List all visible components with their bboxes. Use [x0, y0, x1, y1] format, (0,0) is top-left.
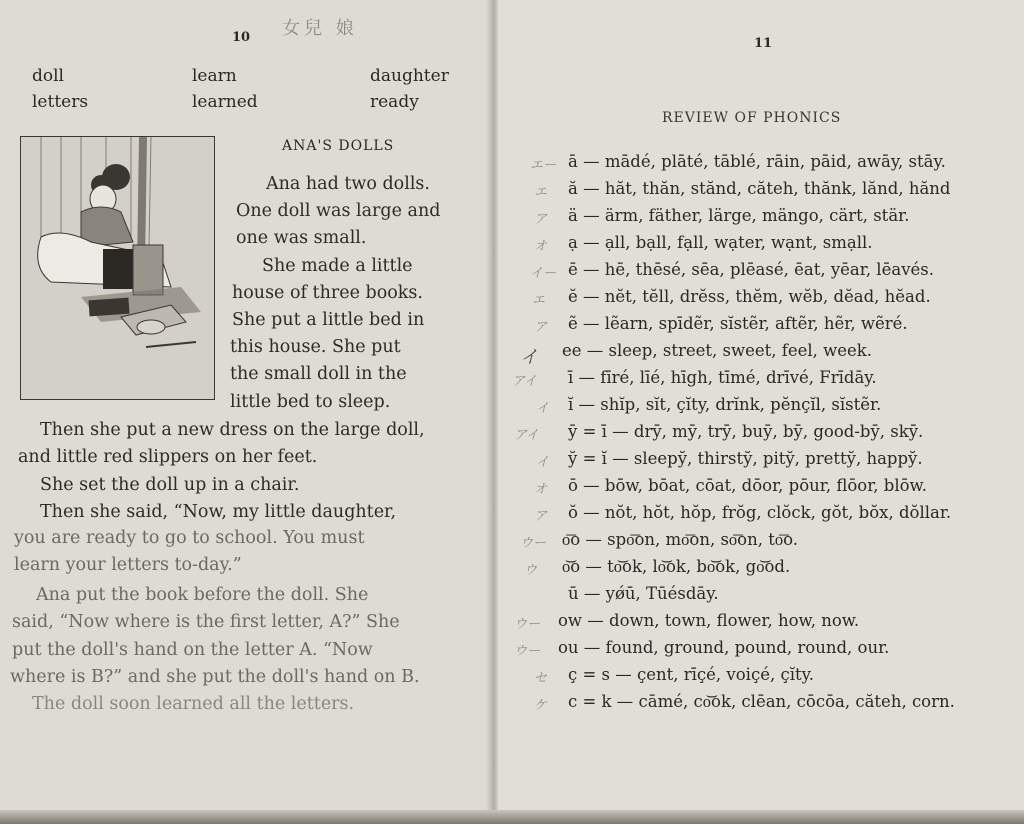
margin-note: ウー	[520, 536, 547, 551]
margin-note: エー	[530, 158, 557, 173]
story-line: put the doll's hand on the letter A. “Now	[12, 640, 373, 660]
review-title: REVIEW OF PHONICS	[662, 110, 842, 126]
vocab-word: letters	[32, 92, 89, 112]
story-line: She made a little	[262, 256, 413, 276]
left-page-number: 10	[232, 30, 251, 45]
phonics-row: ă — hăt, thăn, stănd, căteh, thănk, lănd, hănd	[568, 179, 951, 198]
phonics-row: ĭ — shĭp, sĭt, çĭty, drĭnk, pĕnçĭl, sĭstẽr.	[568, 395, 882, 414]
margin-note: オ	[534, 239, 548, 254]
story-line: house of three books.	[232, 283, 423, 303]
phonics-row: ä — ärm, fäther, lärge, mängo, cärt, stär.	[568, 206, 910, 225]
margin-note: ウー	[514, 644, 541, 659]
margin-note: イー	[530, 266, 557, 281]
phonics-row: ō — bōw, bōat, cōat, dōor, pōur, flōor, blōw.	[568, 476, 927, 495]
margin-note: オ	[534, 482, 548, 497]
margin-note: ア	[534, 320, 548, 335]
story-line: Then she put a new dress on the large doll,	[40, 420, 425, 440]
phonics-row: ū — yǿū, Tūésdāy.	[568, 584, 719, 603]
story-line: and little red slippers on her feet.	[18, 447, 318, 467]
margin-note: イ	[520, 347, 538, 368]
phonics-row: o͝o — to͝ok, lo͝ok, bo͝ok, go͝od.	[562, 557, 791, 576]
margin-note: ア	[534, 509, 548, 524]
margin-note: イ	[536, 401, 550, 416]
story-line: One doll was large and	[236, 201, 441, 221]
phonics-row: ĕ — nĕt, tĕll, drĕss, thĕm, wĕb, dĕad, hĕad.	[568, 287, 931, 306]
vocab-word: ready	[370, 92, 419, 112]
margin-note: セ	[534, 671, 548, 686]
story-title: ANA'S DOLLS	[282, 138, 395, 154]
phonics-row: ī — fīré, līé, hīgh, tīmé, drīvé, Frīdāy.	[568, 368, 877, 387]
story-line: you are ready to go to school. You must	[14, 528, 365, 548]
phonics-row: c = k — cāmé, co͝ok, clēan, cōcōa, căteh, corn.	[568, 692, 955, 711]
phonics-row: ā — mādé, plāté, tāblé, rāin, pāid, awāy, stāy.	[568, 152, 946, 171]
story-line: little bed to sleep.	[230, 392, 391, 412]
story-line: where is B?” and she put the doll's hand on B.	[10, 667, 420, 687]
story-line: the small doll in the	[230, 364, 407, 384]
margin-note: エ	[534, 185, 548, 200]
phonics-row: ee — sleep, street, sweet, feel, week.	[562, 341, 873, 360]
margin-note: ウ	[524, 563, 538, 578]
phonics-row: ç = s — çent, rīçé, voiçé, çĭty.	[568, 665, 814, 684]
story-line: one was small.	[236, 228, 367, 248]
phonics-row: ȳ = ī — drȳ, mȳ, trȳ, buȳ, bȳ, good-bȳ, skȳ.	[568, 422, 924, 441]
phonics-row: ŏ — nŏt, hŏt, hŏp, frŏg, clŏck, gŏt, bŏx, dŏllar.	[568, 503, 952, 522]
story-line: Ana had two dolls.	[266, 174, 430, 194]
phonics-row: ē — hē, thēsé, sēa, plēasé, ēat, yēar, lēavés.	[568, 260, 934, 279]
phonics-row: y̆ = ĭ — sleepy̆, thirsty̆, pity̆, pretty̆, happy̆.	[568, 449, 923, 468]
vocab-word: learn	[192, 66, 237, 86]
story-line: The doll soon learned all the letters.	[32, 694, 355, 714]
vocab-word: learned	[192, 92, 258, 112]
vocab-word: daughter	[370, 66, 449, 86]
story-illustration	[20, 136, 215, 400]
margin-note: アイ	[514, 428, 539, 443]
margin-note: アイ	[512, 374, 537, 389]
right-page-number: 11	[754, 36, 773, 51]
phonics-row: ẽ — lẽarn, spīdẽr, sĭstẽr, aftẽr, hẽr, wẽré.	[568, 314, 908, 333]
margin-note: ケ	[534, 698, 548, 713]
phonics-row: o͞o — spo͞on, mo͞on, so͞on, to͞o.	[562, 530, 798, 549]
story-line: She put a little bed in	[232, 310, 425, 330]
phonics-row: ow — down, town, flower, how, now.	[558, 611, 860, 630]
margin-note: ウー	[514, 617, 541, 632]
handwritten-annotation: 女兒 娘	[282, 18, 358, 39]
margin-note: ア	[534, 212, 548, 227]
story-line: this house. She put	[230, 337, 401, 357]
story-line: learn your letters to-day.”	[14, 555, 242, 575]
story-line: Then she said, “Now, my little daughter,	[40, 502, 397, 522]
phonics-row: ạ — ạll, bạll, fạll, wạter, wạnt, smạll.	[568, 233, 873, 252]
story-line: She set the doll up in a chair.	[40, 475, 300, 495]
page-bottom-edge	[0, 810, 1024, 824]
margin-note: エ	[532, 293, 546, 308]
phonics-row: ou — found, ground, pound, round, our.	[558, 638, 890, 657]
girl-with-doll-drawing	[21, 137, 214, 399]
vocab-word: doll	[32, 66, 64, 86]
story-line: Ana put the book before the doll. She	[36, 585, 369, 605]
story-line: said, “Now where is the first letter, A?” She	[12, 612, 400, 632]
margin-note: イ	[536, 455, 550, 470]
